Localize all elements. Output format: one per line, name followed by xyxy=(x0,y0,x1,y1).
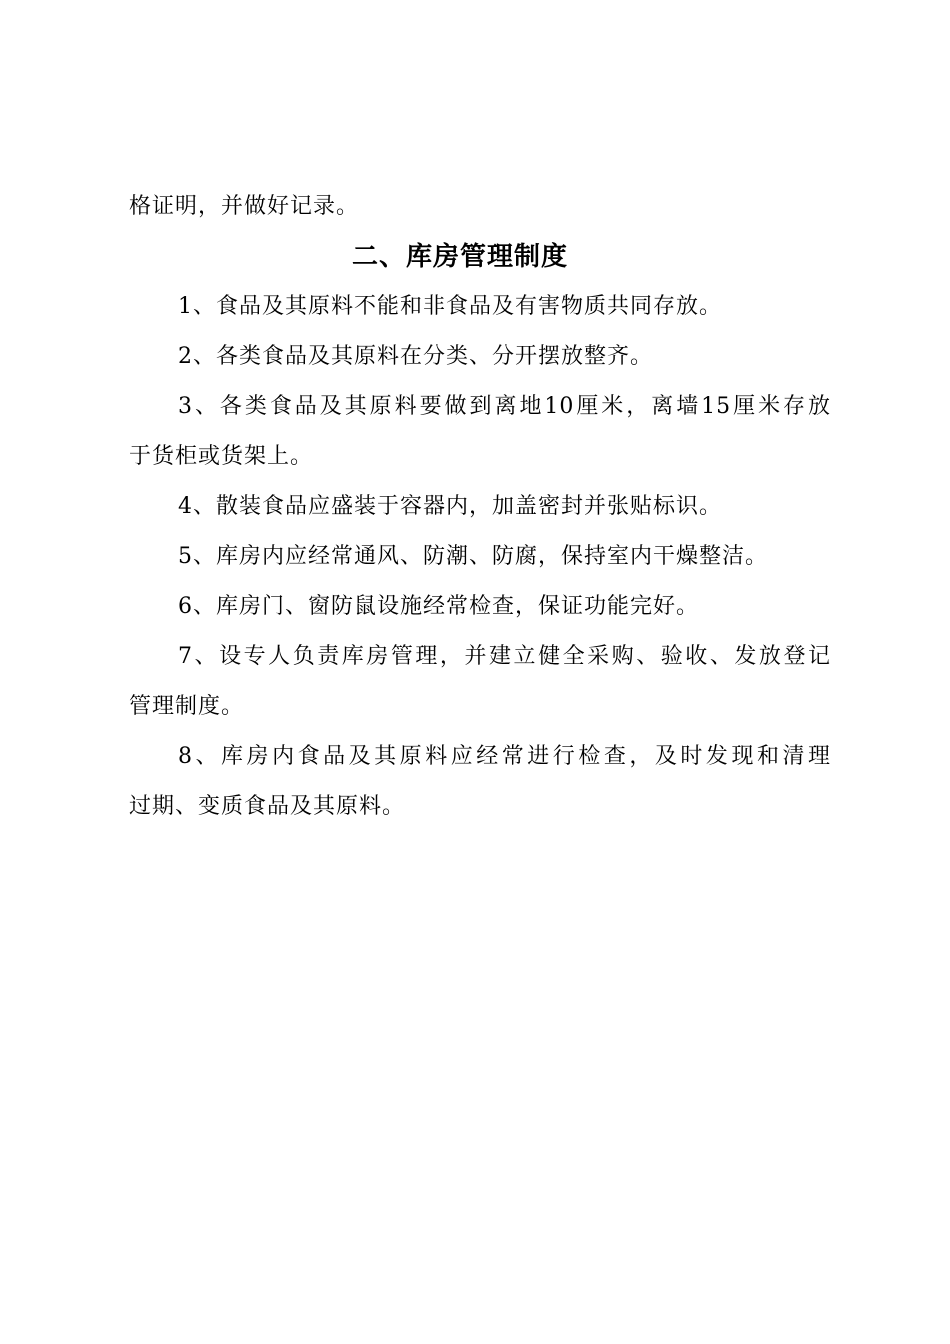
list-item-4: 4、散装食品应盛装于容器内，加盖密封并张贴标识。 xyxy=(178,494,722,519)
list-item-8-line-1: 8、库房内食品及其原料应经常进行检查，及时发现和清理 xyxy=(178,744,831,769)
list-item-5: 5、库房内应经常通风、防潮、防腐，保持室内干燥整洁。 xyxy=(178,544,768,569)
list-item-6: 6、库房门、窗防鼠设施经常检查，保证功能完好。 xyxy=(178,594,699,619)
section-title: 二、库房管理制度 xyxy=(351,242,568,272)
list-item-3-line-1: 3、各类食品及其原料要做到离地10厘米，离墙15厘米存放 xyxy=(178,394,831,419)
list-item-8-line-2: 过期、变质食品及其原料。 xyxy=(129,794,406,819)
document-body xyxy=(129,182,831,832)
list-item-7-line-2: 管理制度。 xyxy=(129,694,245,719)
list-item-3-line-2: 于货柜或货架上。 xyxy=(129,444,314,469)
list-item-7-line-1: 7、设专人负责库房管理，并建立健全采购、验收、发放登记 xyxy=(178,644,831,669)
list-item-1: 1、食品及其原料不能和非食品及有害物质共同存放。 xyxy=(178,294,722,319)
continuation-text: 格证明，并做好记录。 xyxy=(129,194,360,219)
list-item-2: 2、各类食品及其原料在分类、分开摆放整齐。 xyxy=(178,344,653,369)
